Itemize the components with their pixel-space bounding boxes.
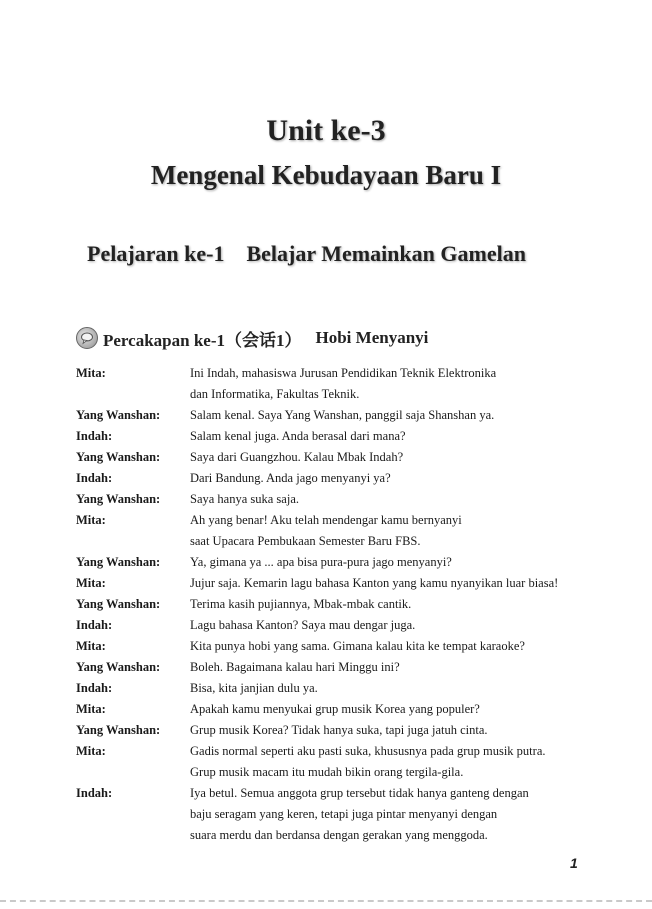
speaker-name: Yang Wanshan: [76, 492, 161, 506]
speaker-name: Yang Wanshan: [76, 408, 161, 422]
speaker-name: Yang Wanshan: [76, 597, 161, 611]
dialogue-line: Ah yang benar! Aku telah mendengar kamu bernyanyi [190, 513, 462, 527]
dialogue-row [76, 594, 616, 615]
dialogue-line: Ini Indah, mahasiswa Jurusan Pendidikan Teknik Elektronika [190, 366, 497, 380]
dialogue-text [190, 573, 616, 594]
dialogue-line: Grup musik Korea? Tidak hanya suka, tapi juga jatuh cinta. [190, 723, 488, 737]
dialogue-row [76, 573, 616, 594]
speaker-name: Mita: [76, 639, 106, 653]
dialogue-row [76, 447, 616, 468]
dialogue-row [76, 363, 616, 405]
lesson-topic: Belajar Memainkan Gamelan [246, 241, 526, 266]
dialogue-line: Kita punya hobi yang sama. Gimana kalau kita ke tempat karaoke? [190, 639, 525, 653]
dialogue-text [190, 468, 616, 489]
lesson-heading [87, 240, 607, 268]
speaker-name: Indah: [76, 429, 113, 443]
dialogue-text [190, 741, 616, 783]
dialogue-text [190, 489, 616, 510]
dialogue-line: Ya, gimana ya ... apa bisa pura-pura jago menyanyi? [190, 555, 452, 569]
dialogue-line: dan Informatika, Fakultas Teknik. [190, 387, 360, 401]
dialogue-line: suara merdu dan berdansa dengan gerakan yang menggoda. [190, 828, 488, 842]
dialogue-row [76, 489, 616, 510]
dialogue-line: Boleh. Bagaimana kalau hari Minggu ini? [190, 660, 400, 674]
dialogue-row [76, 678, 616, 699]
dialogue-line: Grup musik macam itu mudah bikin orang tergila-gila. [190, 765, 464, 779]
dialogue-line: Apakah kamu menyukai grup musik Korea yang populer? [190, 702, 480, 716]
speaker-name: Yang Wanshan: [76, 450, 161, 464]
dialogue-text [190, 447, 616, 468]
dialogue-text [190, 405, 616, 426]
dialogue-line: Gadis normal seperti aku pasti suka, khususnya pada grup musik putra. [190, 744, 546, 758]
speaker-name: Indah: [76, 681, 113, 695]
dialogue-text [190, 783, 616, 846]
speaker-name: Yang Wanshan: [76, 723, 161, 737]
speaker-name: Indah: [76, 618, 113, 632]
dialogue-text [190, 363, 616, 405]
dialogue-line: Salam kenal. Saya Yang Wanshan, panggil saja Shanshan ya. [190, 408, 495, 422]
dialogue-row [76, 741, 616, 783]
conversation-heading [76, 325, 428, 351]
dialogue-line: Terima kasih pujiannya, Mbak-mbak cantik. [190, 597, 412, 611]
dialogue-text [190, 678, 616, 699]
dialogue-text [190, 657, 616, 678]
dialogue-row [76, 405, 616, 426]
speaker-name: Mita: [76, 702, 106, 716]
dialogue-row [76, 615, 616, 636]
speaker-name: Indah: [76, 471, 113, 485]
dialogue-line: Saya hanya suka saja. [190, 492, 299, 506]
dialogue-row [76, 552, 616, 573]
dialogue-line: Saya dari Guangzhou. Kalau Mbak Indah? [190, 450, 404, 464]
speech-bubble-icon [76, 327, 98, 349]
dialogue-row [76, 657, 616, 678]
dialogue-line: Salam kenal juga. Anda berasal dari mana? [190, 429, 406, 443]
unit-subtitle: Mengenal Kebudayaan Baru I [150, 160, 502, 190]
dialogue-text [190, 720, 616, 741]
speaker-name: Mita: [76, 366, 106, 380]
dialogue-text [190, 426, 616, 447]
dialogue-text [190, 699, 616, 720]
dialogue-text [190, 552, 616, 573]
dialogue-text [190, 510, 616, 552]
dialogue-line: Jujur saja. Kemarin lagu bahasa Kanton yang kamu nyanyikan luar biasa! [190, 576, 559, 590]
conversation-label: Percakapan ke-1（会话1） [103, 330, 302, 350]
bottom-divider [0, 900, 652, 902]
dialogue-text [190, 594, 616, 615]
dialogue-row [76, 426, 616, 447]
dialogue-line: Lagu bahasa Kanton? Saya mau dengar juga. [190, 618, 416, 632]
dialogue-text [190, 636, 616, 657]
dialogue-line: Bisa, kita janjian dulu ya. [190, 681, 318, 695]
dialogue-text [190, 615, 616, 636]
dialogue-row [76, 468, 616, 489]
dialogue-row [76, 636, 616, 657]
dialogue-row [76, 783, 616, 846]
dialogue-row [76, 699, 616, 720]
speaker-name: Mita: [76, 513, 106, 527]
unit-title: Unit ke-3 [266, 114, 386, 147]
dialogue-row [76, 510, 616, 552]
conversation-topic: Hobi Menyanyi [315, 328, 429, 347]
lesson-number: Pelajaran ke-1 [87, 241, 225, 266]
dialogue-line: baju seragam yang keren, tetapi juga pintar menyanyi dengan [190, 807, 498, 821]
speaker-name: Indah: [76, 786, 113, 800]
speaker-name: Yang Wanshan: [76, 660, 161, 674]
dialogue-list [76, 363, 616, 846]
speaker-name: Mita: [76, 744, 106, 758]
dialogue-line: Iya betul. Semua anggota grup tersebut tidak hanya ganteng dengan [190, 786, 529, 800]
dialogue-row [76, 720, 616, 741]
page-number: 1 [570, 855, 578, 871]
speaker-name: Yang Wanshan: [76, 555, 161, 569]
dialogue-line: saat Upacara Pembukaan Semester Baru FBS. [190, 534, 421, 548]
dialogue-line: Dari Bandung. Anda jago menyanyi ya? [190, 471, 391, 485]
speaker-name: Mita: [76, 576, 106, 590]
